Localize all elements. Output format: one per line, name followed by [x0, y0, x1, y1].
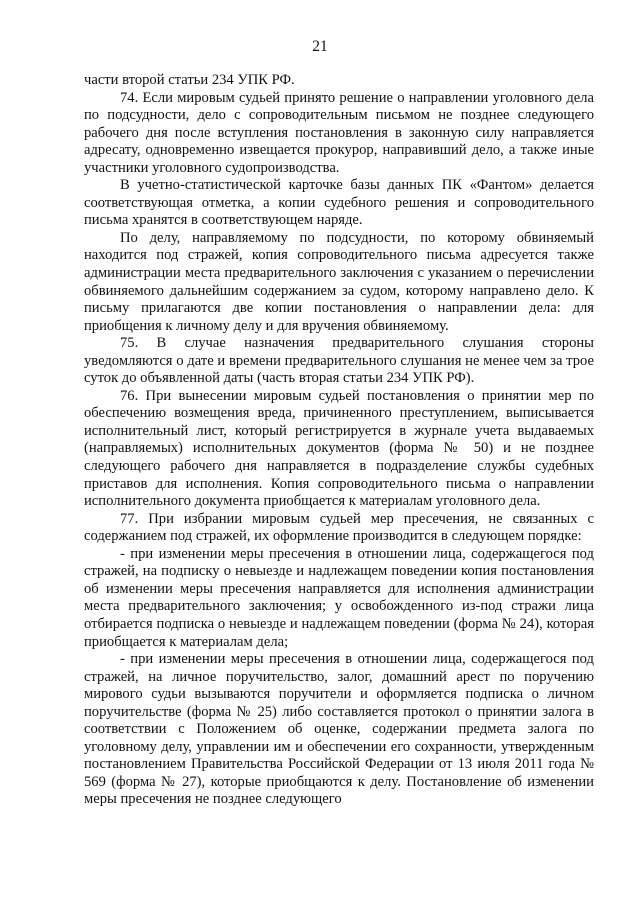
page-number: 21 — [312, 38, 328, 55]
paragraph-75: 75. В случае назначения предварительного слушания стороны уведомляются о дате и времени предварительного слушания не менее чем за трое суток до объявленной даты (часть вторая статьи 234 УПК РФ). — [84, 335, 594, 387]
paragraph-74: 74. Если мировым судьей принято решение о направлении уголовного дела по подсудности, дело с сопроводительным письмом не позднее следующего рабочего дня после вступления постановления в законную силу направляется адресату, одновременно извещается прокурор, направивший дело, а также иные участники уголовного судопроизводства. — [84, 89, 594, 176]
paragraph-76: 76. При вынесении мировым судьей постановления о принятии мер по обеспечению возмещения вреда, причиненного преступлением, выписывается исполнительный лист, который регистрируется в журнале учета выдаваемых (направляемых) исполнительных документов (форма № 50) и не позднее следующего рабочего дня направляется в подразделение службы судебных приставов для исполнения. Копия сопроводительного письма о направлении исполнительного документа приобщается к материалам уголовного дела. — [84, 387, 594, 510]
document-body — [84, 72, 594, 809]
paragraph-77-item-2: - при изменении меры пресечения в отношении лица, содержащегося под стражей, на личное поручительство, залог, домашний арест по поручению мирового судьи вызываются поручители и оформляется подписка о личном поручительстве (форма № 25) либо составляется протокол о принятии залога в соответствии с Положением об оценке, содержании предмета залога по уголовному делу, управлении им и обеспечении его сохранности, утвержденным постановлением Правительства Российской Федерации от 13 июля 2011 года № 569 (форма № 27), которые приобщаются к делу. Постановление об изменении меры пресечения не позднее следующего — [84, 651, 594, 808]
paragraph-continuation: части второй статьи 234 УПК РФ. — [84, 72, 295, 88]
paragraph-74-record: В учетно-статистической карточке базы данных ПК «Фантом» делается соответствующая отметка, а копии судебного решения и сопроводительного письма хранятся в соответствующем наряде. — [84, 177, 594, 229]
paragraph-77: 77. При избрании мировым судьей мер пресечения, не связанных с содержанием под стражей, их оформление производится в следующем порядке: — [84, 510, 594, 545]
paragraph-77-item-1: - при изменении меры пресечения в отношении лица, содержащегося под стражей, на подписку о невыезде и надлежащем поведении копия постановления об изменении меры пресечения направляется для исполнения администрации места предварительного заключения; у освобожденного из-под стражи лица отбирается подписка о невыезде и надлежащем поведении (форма № 24), которая приобщается к материалам дела; — [84, 545, 594, 650]
paragraph-74-custody: По делу, направляемому по подсудности, по которому обвиняемый находится под стражей, копия сопроводительного письма адресуется также администрации места предварительного заключения с указанием о перечислении обвиняемого дальнейшим содержанием за судом, которому направлено дело. К письму прилагаются две копии постановления о направлении дела: для приобщения к личному делу и для вручения обвиняемому. — [84, 229, 594, 334]
